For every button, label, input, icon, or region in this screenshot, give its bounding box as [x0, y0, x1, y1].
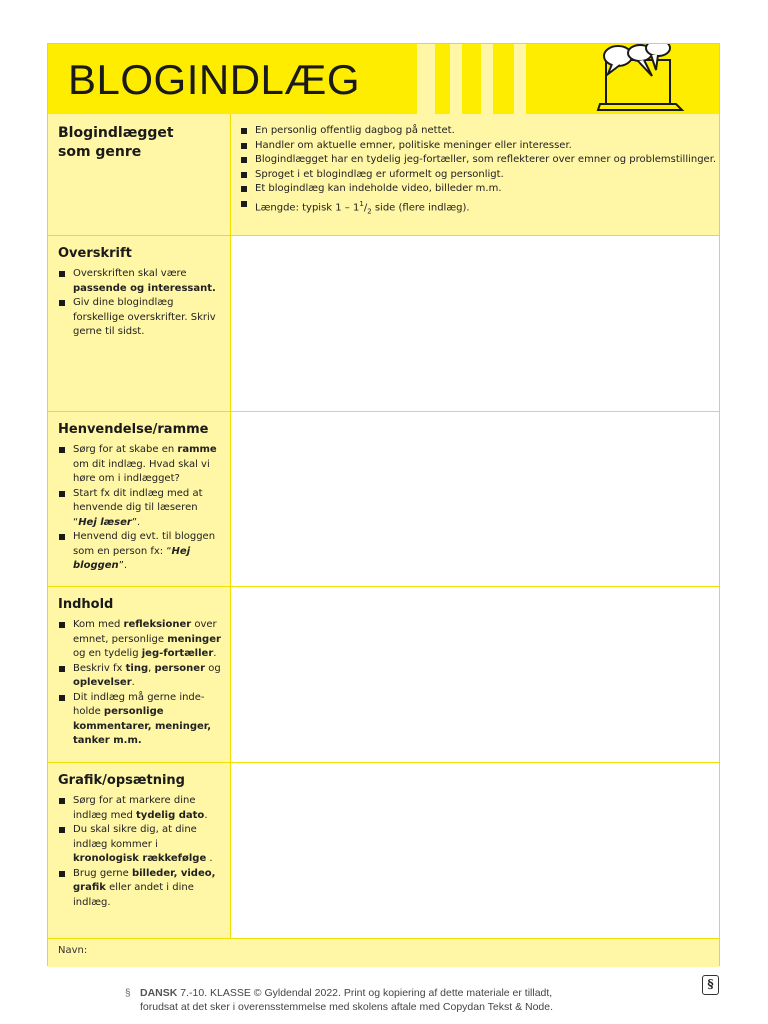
list-item: Handler om aktuelle emner, politiske meninger eller interesser. — [240, 139, 716, 154]
list-item — [58, 794, 222, 823]
banner-stripe — [450, 44, 462, 114]
list-item: Blogindlægget har en tydelig jeg-fortæller, som reflekterer over emner og problemstillinger. — [240, 153, 716, 168]
list-item — [58, 823, 222, 867]
genre-heading-cell — [48, 114, 231, 235]
text: Start fx dit indlæg med at henvende dig til læseren “ — [73, 487, 203, 528]
list-item — [58, 867, 222, 911]
indhold-bullet-list — [58, 618, 222, 749]
list-item — [58, 267, 222, 296]
grafik-writing-area[interactable] — [231, 763, 719, 939]
henvendelse-instructions — [48, 412, 231, 587]
text: . — [204, 809, 208, 821]
henvendelse-row — [48, 411, 719, 587]
text: og — [205, 662, 221, 674]
title-banner — [48, 44, 719, 114]
length-suffix: side (flere indlæg). — [371, 201, 470, 213]
text: , — [148, 662, 155, 674]
text: ting — [125, 662, 149, 674]
text: eller andet i dine indlæg. — [73, 882, 194, 908]
text: Sørg for at skabe en — [73, 444, 178, 455]
grafik-instructions — [48, 763, 231, 939]
text: Beskriv fx — [73, 662, 126, 674]
text: ”. — [118, 560, 128, 571]
page-title: BLOGINDLÆG — [68, 56, 361, 103]
list-item — [58, 662, 222, 691]
text: ”. — [131, 516, 141, 528]
footer-grade: 7.-10. KLASSE — [177, 987, 251, 999]
length-sub: 2 — [367, 206, 372, 215]
text: personer — [154, 662, 206, 674]
text: Kom med — [73, 619, 124, 630]
text: oplevelser — [73, 677, 132, 688]
text: passende og interessant. — [73, 282, 216, 294]
list-item: Sproget i et blogindlæg er uformelt og personligt. — [240, 168, 716, 183]
henvendelse-heading: Henvendelse/ramme — [58, 422, 209, 437]
text: billeder, video, grafik — [73, 867, 216, 893]
overskrift-heading: Overskrift — [58, 246, 132, 261]
list-item — [58, 691, 222, 749]
grafik-heading: Grafik/opsætning — [58, 773, 185, 788]
name-label: Navn: — [58, 945, 88, 956]
text: jeg-fortæller — [141, 648, 214, 659]
list-item: En personlig offentlig dagbog på nettet. — [240, 124, 716, 139]
length-text: Længde: typisk 1 – 1 — [255, 201, 360, 213]
list-item: Giv dine blogindlæg forskellige overskrifter. Skriv gerne til sidst. — [58, 296, 222, 340]
book-icon: § — [125, 988, 131, 999]
overskrift-writing-area[interactable] — [231, 236, 719, 412]
laptop-icon — [596, 44, 696, 114]
footer-brand: DANSK — [140, 987, 178, 999]
indhold-writing-area[interactable] — [231, 587, 719, 763]
text: . — [213, 648, 217, 659]
list-item — [58, 618, 222, 662]
text: kronologisk rækkefølge — [73, 853, 207, 864]
grafik-row — [48, 762, 719, 939]
henvendelse-bullet-list — [58, 443, 222, 574]
footer-copyright: © Gyldendal 2022. Print og kopiering af dette materiale er tilladt, — [250, 987, 553, 999]
genre-row — [48, 114, 719, 235]
grafik-bullet-list — [58, 794, 222, 910]
text: refleksioner — [123, 619, 192, 630]
genre-heading-line2: som genre — [58, 144, 142, 160]
list-item: Et blogindlæg kan indeholde video, billeder m.m. — [240, 182, 716, 197]
worksheet — [47, 43, 720, 966]
overskrift-bullet-list — [58, 267, 222, 340]
list-item — [58, 443, 222, 487]
text: Dit indlæg må gerne inde- holde — [73, 691, 205, 717]
footer-license: forudsat at det sker i overensstemmelse med skolens aftale med Copydan Tekst & Node. — [140, 1001, 554, 1013]
text: over emnet, personlige — [73, 619, 217, 645]
text: Hej læser — [78, 516, 132, 528]
genre-heading-line1: Blogindlægget — [58, 125, 174, 141]
indhold-row — [48, 586, 719, 763]
text: personlige kommentarer, meninger, tanker m.m. — [73, 706, 212, 746]
banner-stripe — [514, 44, 526, 114]
banner-stripe — [481, 44, 493, 114]
text: Henvend dig evt. til bloggen som en person fx: “ — [73, 531, 216, 557]
text: om dit indlæg. Hvad skal vi høre om i indlægget? — [73, 458, 210, 484]
genre-bullet-list — [240, 124, 716, 218]
text: tydelig dato — [136, 809, 205, 821]
text: . — [131, 677, 135, 688]
length-sup: 1 — [359, 199, 364, 208]
text: Hej bloggen — [73, 545, 191, 571]
publisher-logo-icon: § — [702, 975, 719, 995]
indhold-instructions — [48, 587, 231, 763]
text: Brug gerne — [73, 867, 132, 879]
text: og en tydelig — [73, 648, 142, 659]
text: . — [206, 853, 213, 864]
overskrift-instructions — [48, 236, 231, 412]
text: Sørg for at markere dine indlæg med — [73, 795, 196, 821]
text: meninger — [167, 633, 221, 645]
indhold-heading: Indhold — [58, 597, 114, 612]
banner-stripe — [417, 44, 435, 114]
text: Overskriften skal være — [73, 268, 187, 279]
text: ramme — [177, 444, 217, 455]
list-item — [58, 487, 222, 531]
genre-heading — [58, 124, 222, 162]
list-item: Længde: typisk $1 - 1^1/_2$ side (flere indlæg). — [240, 197, 716, 219]
text: Du skal sikre dig, at dine indlæg kommer i — [73, 824, 197, 850]
footer-text — [140, 986, 680, 1014]
list-item — [58, 530, 222, 574]
henvendelse-writing-area[interactable] — [231, 412, 719, 587]
overskrift-row — [48, 235, 719, 412]
name-field[interactable] — [48, 938, 719, 967]
